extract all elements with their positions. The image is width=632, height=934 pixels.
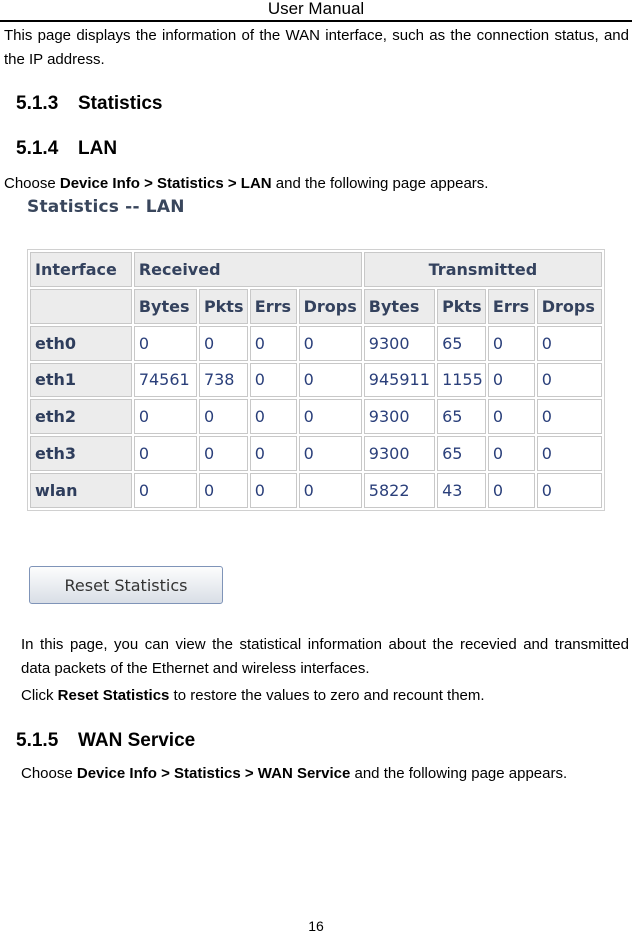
table-cell: 0: [134, 436, 197, 471]
table-cell: 0: [488, 363, 535, 398]
table-cell: 74561: [134, 363, 197, 398]
table-cell: 0: [537, 399, 602, 434]
heading-number: 5.1.3: [16, 93, 59, 114]
table-row: [30, 473, 602, 508]
col-header-rx-bytes: Bytes: [134, 289, 197, 324]
table-cell: 0: [488, 326, 535, 361]
table-cell: 0: [250, 473, 297, 508]
table-cell: 9300: [364, 399, 435, 434]
table-row: [30, 363, 602, 398]
row-interface: eth1: [30, 363, 132, 398]
col-header-blank: [30, 289, 132, 324]
lan-statistics-table: [27, 249, 605, 511]
table-cell: 0: [537, 436, 602, 471]
table-cell: 0: [199, 436, 248, 471]
table-cell: 9300: [364, 436, 435, 471]
col-header-rx-errs: Errs: [250, 289, 297, 324]
table-cell: 0: [299, 436, 362, 471]
table-cell: 0: [488, 473, 535, 508]
table-cell: 0: [299, 399, 362, 434]
intro-paragraph: This page displays the information of the WAN interface, such as the connection status, and the IP address.: [4, 27, 629, 68]
intro-line-1: [4, 24, 629, 72]
col-header-interface: Interface: [30, 252, 132, 287]
col-header-rx-pkts: Pkts: [199, 289, 248, 324]
col-header-tx-pkts: Pkts: [437, 289, 486, 324]
table-row: [30, 326, 602, 361]
heading-wan-service: [16, 729, 195, 753]
heading-lan: [16, 137, 117, 161]
button-reference: Reset Statistics: [57, 687, 170, 704]
col-header-rx-drops: Drops: [299, 289, 362, 324]
table-cell: 0: [299, 326, 362, 361]
table-cell: 0: [250, 436, 297, 471]
heading-number: 5.1.5: [16, 730, 59, 751]
heading-title: LAN: [78, 138, 118, 159]
table-cell: 0: [488, 436, 535, 471]
reset-statistics-button[interactable]: Reset Statistics: [29, 566, 223, 604]
table-cell: 9300: [364, 326, 435, 361]
col-header-transmitted: Transmitted: [364, 252, 602, 287]
text-suffix: and the following page appears.: [271, 175, 489, 192]
text-prefix: Choose: [4, 175, 60, 192]
page-header: User Manual: [0, 0, 632, 22]
table-cell: 0: [134, 399, 197, 434]
table-cell: 0: [199, 326, 248, 361]
table-row: [30, 436, 602, 471]
table-cell: 0: [250, 363, 297, 398]
col-header-tx-errs: Errs: [488, 289, 535, 324]
row-interface: eth0: [30, 326, 132, 361]
wan-choose-line: [21, 762, 567, 786]
table-cell: 0: [134, 326, 197, 361]
table-cell: 65: [437, 399, 486, 434]
col-header-received: Received: [134, 252, 362, 287]
text-suffix: and the following page appears.: [350, 765, 568, 782]
heading-statistics: [16, 92, 162, 116]
table-cell: 65: [437, 326, 486, 361]
table-cell: 0: [488, 399, 535, 434]
menu-path: Device Info > Statistics > WAN Service: [76, 765, 351, 782]
table-cell: 1155: [437, 363, 486, 398]
table-cell: 0: [299, 363, 362, 398]
table-cell: 0: [199, 399, 248, 434]
row-interface: wlan: [30, 473, 132, 508]
lan-description: In this page, you can view the statistical information about the recevied and transmitted data packets of the Ethernet and wireless interfaces.: [21, 636, 629, 677]
row-interface: eth3: [30, 436, 132, 471]
table-cell: 0: [299, 473, 362, 508]
table-header-row: [30, 252, 602, 287]
heading-title: Statistics: [78, 93, 163, 114]
table-cell: 945911: [364, 363, 435, 398]
col-header-tx-drops: Drops: [537, 289, 602, 324]
table-cell: 0: [537, 473, 602, 508]
table-row: [30, 399, 602, 434]
menu-path: Device Info > Statistics > LAN: [59, 175, 272, 192]
table-cell: 0: [250, 399, 297, 434]
screenshot-title: Statistics -- LAN: [27, 197, 185, 217]
table-cell: 0: [537, 326, 602, 361]
row-interface: eth2: [30, 399, 132, 434]
text-prefix: Choose: [21, 765, 77, 782]
table-cell: 738: [199, 363, 248, 398]
lan-choose-line: [4, 172, 488, 196]
page-number: 16: [308, 918, 324, 934]
table-cell: 5822: [364, 473, 435, 508]
heading-title: WAN Service: [78, 730, 196, 751]
table-cell: 0: [134, 473, 197, 508]
table-cell: 65: [437, 436, 486, 471]
heading-number: 5.1.4: [16, 138, 59, 159]
table-cell: 0: [537, 363, 602, 398]
col-header-tx-bytes: Bytes: [364, 289, 435, 324]
table-subheader-row: [30, 289, 602, 324]
reset-note: [21, 684, 485, 708]
text-prefix: Click: [21, 687, 58, 704]
table-cell: 43: [437, 473, 486, 508]
table-cell: 0: [199, 473, 248, 508]
text-suffix: to restore the values to zero and recount them.: [169, 687, 485, 704]
table-cell: 0: [250, 326, 297, 361]
